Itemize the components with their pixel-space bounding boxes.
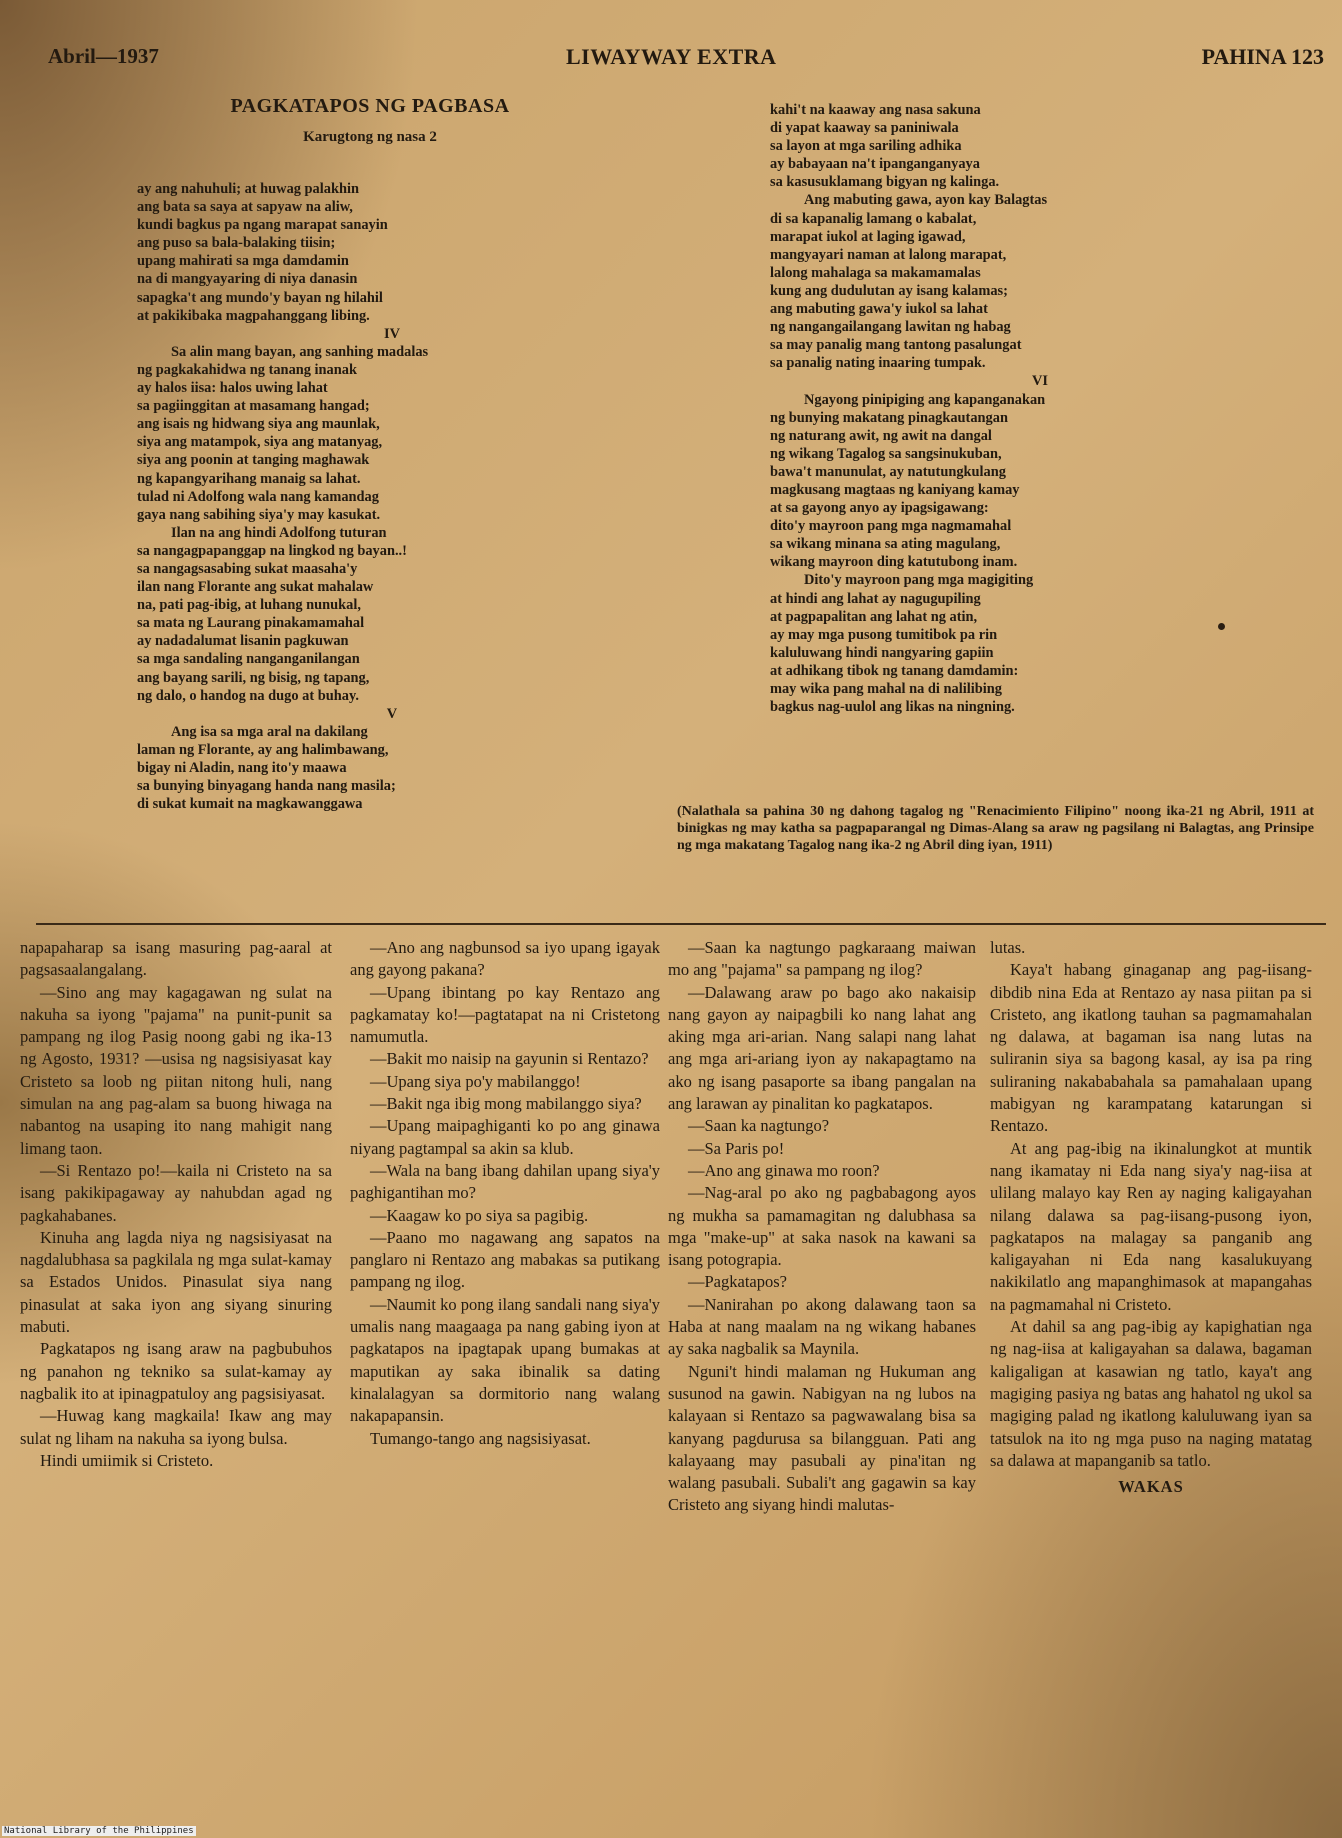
story-paragraph: —Upang ibintang po kay Rentazo ang pagkamatay ko!—pagtatapat na ni Cristetong namumutla.: [350, 982, 660, 1047]
poem-line: at sa gayong anyo ay ipagsigawang:: [770, 500, 989, 517]
story-paragraph: —Upang siya po'y mabilanggo!: [370, 1071, 581, 1091]
poem-line: Dito'y mayroon pang mga magigiting: [804, 572, 1034, 589]
poem-line: tulad ni Adolfong wala nang kamandag: [137, 488, 379, 505]
poem-line: ay babayaan na't ipanganganyaya: [770, 156, 980, 173]
story-paragraph: —Saan ka nagtungo pagkaraang maiwan mo ang "pajama" sa pampang ng ilog?: [668, 938, 976, 980]
story-ending: WAKAS: [1118, 1477, 1184, 1497]
stanza-number: VI: [1032, 373, 1048, 390]
poem-right-column: [770, 101, 1210, 716]
story-paragraph: Hindi umiimik si Cristeto.: [40, 1450, 214, 1470]
section-divider: [36, 923, 1326, 925]
poem-line: sapagka't ang mundo'y bayan ng hilahil: [137, 289, 383, 306]
story-column-4: [990, 937, 1312, 1498]
poem-line: sa nangagpapanggap na lingkod ng bayan..!: [137, 542, 407, 559]
story-paragraph: —Upang maipaghiganti ko po ang ginawa niyang pagtampal sa akin sa klub.: [350, 1116, 660, 1158]
story-paragraph: —Bakit mo naisip na gayunin si Rentazo?: [370, 1049, 649, 1069]
stanza-number: V: [386, 705, 398, 722]
poem-line: sa bunying binyagang handa nang masila;: [137, 778, 396, 795]
poem-line: sa nangagsasabing sukat maasaha'y: [137, 560, 358, 577]
poem-line: Ilan na ang hindi Adolfong tuturan: [171, 524, 387, 541]
magazine-name: LIWAYWAY EXTRA: [566, 44, 777, 69]
story-paragraph: —Bakit nga ibig mong mabilanggo siya?: [370, 1094, 642, 1114]
poem-line: sa mata ng Laurang pinakamamahal: [137, 615, 365, 632]
story-paragraph: Pagkatapos ng isang araw na pagbubuhos ng panahon ng tekniko sa sulat-kamay ay nagbalik ito at ipinagpatuloy ang pagsisiyasat.: [20, 1339, 332, 1403]
poem-line: kung ang dudulutan ay isang kalamas;: [770, 282, 1008, 299]
poem-line: di sukat kumait na magkawanggawa: [137, 796, 363, 813]
poem-line: ng bunying makatang pinagkautangan: [770, 409, 1008, 426]
ink-dot: [1218, 623, 1225, 630]
story-paragraph: —Nag-aral po ako ng pagbabagong ayos ng mukha sa pamamagitan ng dalubhasa sa mga "make-up" at saka nasok na kawani sa isang potograpia.: [668, 1183, 976, 1270]
poem-line: Ang isa sa mga aral na dakilang: [171, 723, 368, 740]
story-column-1: [20, 937, 332, 1472]
story-paragraph: —Nanirahan po akong dalawang taon sa Haba at nang maalam na ng wikang habanes ay saka nagbalik sa Maynila.: [668, 1294, 976, 1359]
poem-line: kaluluwang hindi nangyaring gapiin: [770, 644, 994, 661]
poem-line: ng naturang awit, ng awit na dangal: [770, 427, 992, 444]
poem-line: wikang mayroon ding katutubong inam.: [770, 554, 1018, 571]
poem-line: ay may mga pusong tumitibok pa rin: [770, 626, 998, 643]
poem-line: at adhikang tibok ng tanang damdamin:: [770, 662, 1019, 679]
poem-line: bigay ni Aladin, nang ito'y maawa: [137, 760, 347, 776]
poem-line: bawa't manunulat, ay natutungkulang: [770, 463, 1006, 480]
poem-line: sa layon at mga sariling adhika: [770, 138, 962, 155]
poem-line: dito'y mayroon pang mga nagmamahal: [770, 518, 1012, 535]
story-paragraph: —Dalawang araw po bago ako nakaisip nang gayon ay naipagbili ko nang lahat ang aking mga ari-arian. Nang salapi nang lahat ang mga ari-ariang iyon ay nakapagtamo na ako ng isang pasaporte sa ibang pangalan na ang larawan ay pinalitan ko pagkatapos.: [668, 982, 976, 1114]
story-paragraph: —Sa Paris po!: [688, 1138, 785, 1158]
poem-line: ng kapangyarihang manaig sa lahat.: [137, 470, 361, 487]
story-paragraph: —Huwag kang magkaila! Ikaw ang may sulat ng liham na nakuha sa iyong bulsa.: [20, 1406, 332, 1448]
publication-note: (Nalathala sa pahina 30 ng dahong tagalog ng "Renacimiento Filipino" noong ika-21 ng Abril, 1911 at binigkas ng may katha sa pagpaparangal ng Dimas-Alang sa araw ng pagsilang ni Balagtas, ang Prinsipe ng mga makatang Tagalog nang ika-2 ng Abril ding iyan, 1911): [677, 804, 1314, 853]
story-paragraph: —Ano ang nagbunsod sa iyo upang igayak ang gayong pakana?: [350, 938, 660, 980]
poem-line: Sa alin mang bayan, ang sanhing madalas: [171, 343, 429, 360]
poem-line: sa panalig nating inaaring tumpak.: [770, 355, 986, 372]
issue-date: Abril—1937: [48, 44, 159, 68]
story-paragraph: Kaya't habang ginaganap ang pag-iisang-dibdib nina Eda at Rentazo ay nasa piitan pa si Cristeto, ang ikatlong tauhan sa pagmamahalan ng dalawa, at bagaman isa nang lutas na suliranin siya sa bagong kasal, ay isa pa ring suliraning nakababahala sa pamahalaan upang mabigyan ng karampatang katarungan si Rentazo.: [990, 960, 1312, 1136]
poem-line: may wika pang mahal na di nalilibing: [770, 681, 1002, 697]
story-column-2: [350, 937, 660, 1450]
poem-line: lalong mahalaga sa makamamalas: [770, 264, 981, 281]
poem-line: ang isais ng hidwang siya ang maunlak,: [137, 416, 380, 433]
poem-line: magkusang magtaas ng kaniyang kamay: [770, 481, 1020, 498]
story-paragraph: —Kaagaw ko po siya sa pagibig.: [370, 1205, 589, 1225]
article-subtitle: Karugtong ng nasa 2: [303, 129, 437, 145]
story-paragraph: —Saan ka nagtungo?: [688, 1116, 830, 1136]
story-paragraph: At ang pag-ibig na ikinalungkot at muntik nang ikamatay ni Eda nang siya'y nag-iisa at ulilang malayo kay Ren ay naging kaligayahan nilang dalawa sa pag-iisang-pusong iyon, pagkatapos na malagay sa panganib ang kaligayahan ni Eda nang kasalukuyang nakikilatlo ang mapanghimasok at mapangahas na pagmamahal ni Cristeto.: [990, 1138, 1312, 1314]
poem-line: ang puso sa bala-balaking tiisin;: [137, 235, 336, 252]
poem-line: sa mga sandaling nanganganilangan: [137, 651, 360, 668]
poem-line: ang mabuting gawa'y iukol sa lahat: [770, 301, 988, 318]
poem-line: ng nangangailangang lawitan ng habag: [770, 319, 1011, 336]
poem-line: sa kasusuklamang bigyan ng kalinga.: [770, 174, 1000, 191]
poem-line: di sa kapanalig lamang o kabalat,: [770, 210, 977, 227]
story-paragraph: —Sino ang may kagagawan ng sulat na nakuha sa iyong "pajama" na punit-punit sa pampang ng ilog Pasig noong gabi ng ika-13 ng Agosto, 1931? —usisa ng nagsisiyasat kay Cristeto sa loob ng piitan nitong huli, nang simulan na ang pag-alam sa buong hiwaga na nabantog na usaping ito nang mahigit nang limang taon.: [20, 982, 332, 1158]
story-paragraph: Tumango-tango ang nagsisiyasat.: [370, 1428, 591, 1448]
poem-line: kundi bagkus pa ngang marapat sanayin: [137, 217, 388, 234]
poem-line: ilan nang Florante ang sukat mahalaw: [137, 579, 374, 596]
page-number: PAHINA 123: [1201, 44, 1324, 69]
poem-line: di yapat kaaway sa paniniwala: [770, 120, 959, 137]
poem-line: na di mangyayaring di niya danasin: [137, 271, 358, 288]
poem-line: upang mahirati sa mga damdamin: [137, 253, 349, 270]
poem-line: siya ang poonin at tanging maghawak: [137, 452, 370, 469]
story-paragraph: —Ano ang ginawa mo roon?: [688, 1160, 880, 1180]
story-column-3: [668, 937, 976, 1517]
poem-line: sa pagiinggitan at masamang hangad;: [137, 398, 370, 415]
poem-line: marapat iukol at laging igawad,: [770, 228, 966, 245]
poem-line: sa may panalig mang tantong pasalungat: [770, 337, 1022, 354]
poem-line: ay ang nahuhuli; at huwag palakhin: [137, 181, 359, 197]
poem-line: bagkus nag-uulol ang likas na ningning.: [770, 699, 1015, 716]
story-paragraph: Nguni't hindi malaman ng Hukuman ang susunod na gawin. Nabigyan na ng lubos na kalayaan si Rentazo sa pagwawalang bisa sa kanyang pagdurusa sa bilangguan. Pati ang kalayaang may pasubali ay pina'itan ng walang pasubali. Subali't ang gagawin sa kay Cristeto ang siyang hindi malutas-: [668, 1361, 976, 1515]
poem-line: ay nadadalumat lisanin pagkuwan: [137, 633, 349, 650]
story-paragraph: —Paano mo nagawang ang sapatos na panglaro ni Rentazo ang mabakas sa putikang pampang ng ilog.: [350, 1227, 660, 1292]
poem-line: at hindi ang lahat ay nagugupiling: [770, 590, 981, 607]
library-footer: National Library of the Philippines: [4, 1826, 194, 1836]
poem-line: at pakikibaka magpahanggang libing.: [137, 307, 370, 324]
story-paragraph: —Naumit ko pong ilang sandali nang siya'y umalis nang maagaaga pa nang gabing iyon at pagkatapos na ipagtapak upang bumakas at maputikan ay saka ibinalik sa dating kinalalagyan sa dormitorio nang walang nakapapansin.: [350, 1294, 660, 1426]
story-paragraph: napapaharap sa isang masuring pag-aaral at pagsasaalangalang.: [20, 938, 332, 980]
poem-line: ang bayang sarili, ng bisig, ng tapang,: [137, 669, 370, 686]
poem-line: gaya nang sabihing siya'y may kasukat.: [137, 506, 381, 523]
story-paragraph: Kinuha ang lagda niya ng nagsisiyasat na nagdalubhasa sa pagkilala ng mga sulat-kamay sa Estados Unidos. Pinasulat siya nang pinasulat at saka iyon ang siyang sinuring mabuti.: [20, 1227, 332, 1337]
poem-line: sa wikang minana sa ating magulang,: [770, 536, 1001, 553]
poem-line: siya ang matampok, siya ang matanyag,: [137, 434, 383, 451]
poem-line: ng pagkakahidwa ng tanang inanak: [137, 361, 357, 378]
poem-line: Ang mabuting gawa, ayon kay Balagtas: [804, 192, 1048, 209]
poem-line: kahi't na kaaway ang nasa sakuna: [770, 102, 981, 118]
poem-line: ay halos iisa: halos uwing lahat: [137, 380, 328, 397]
story-paragraph: —Si Rentazo po!—kaila ni Cristeto na sa isang pakikipagaway ay nahubdan agad ng pagkahabanes.: [20, 1160, 332, 1225]
poem-line: laman ng Florante, ay ang halimbawang,: [137, 741, 389, 758]
story-paragraph: lutas.: [990, 938, 1026, 957]
poem-line: ng wikang Tagalog sa sangsinukuban,: [770, 445, 1002, 462]
article-title: PAGKATAPOS NG PAGBASA: [230, 95, 510, 117]
story-paragraph: —Pagkatapos?: [688, 1272, 787, 1292]
stanza-number: IV: [384, 325, 400, 342]
poem-line: ng dalo, o handog na dugo at buhay.: [137, 687, 359, 704]
poem-line: na, pati pag-ibig, at luhang nunukal,: [137, 597, 361, 614]
story-paragraph: —Wala na bang ibang dahilan upang siya'y paghigantihan mo?: [350, 1160, 660, 1203]
poem-line: ang bata sa saya at sapyaw na aliw,: [137, 199, 353, 216]
poem-line: at pagpapalitan ang lahat ng atin,: [770, 608, 978, 625]
poem-line: Ngayong pinipiging ang kapanganakan: [804, 391, 1046, 408]
poem-line: mangyayari naman at lalong marapat,: [770, 246, 1007, 263]
poem-left-column: [137, 180, 547, 813]
story-paragraph: At dahil sa ang pag-ibig ay kapighatian nga ng nag-iisa at kaligayahan sa dalawa, bagaman kaligaligan at kasawian ng tatlo, kaya't ang magiging pasiya ng batas ang hahatol ng ukol sa magiging palad ng ikatlong kaluluwang iyan sa tatsulok na ito ng mga puso na naging matatag sa dalawa at mapanganib sa tatlo.: [990, 1317, 1312, 1470]
page-header: [48, 42, 1324, 76]
